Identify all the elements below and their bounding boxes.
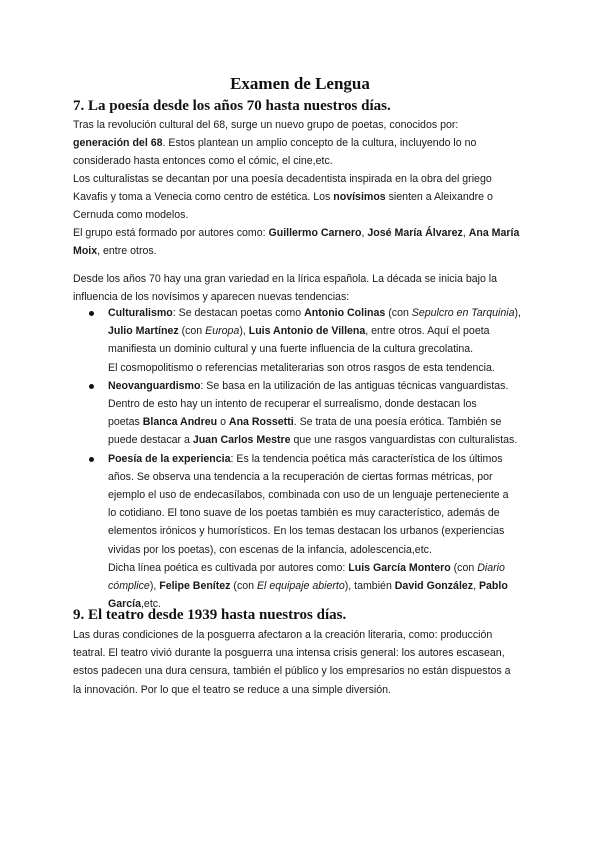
author-name: Luis Antonio de Villena	[248, 325, 366, 338]
author-name: David González	[394, 580, 474, 593]
tendencias-list	[73, 304, 533, 613]
section-heading-poesia: 7. La poesía desde los años 70 hasta nuestros días.	[73, 98, 391, 114]
paragraph-decada-70: Desde los años 70 hay una gran variedad en la lírica española. La década se inicia bajo la influencia de los novísimos y aparecen nuevas tendencias:	[73, 273, 498, 304]
work-title: cómplice	[108, 580, 150, 593]
paragraph-teatro: Las duras condiciones de la posguerra afectaron a la creación literaria, como: producción teatral. El teatro vivió durante la posguerra una intensa crisis general: los autores escasean, estos padecen una dura censura, también el público y los empresarios no están dispuestos a la innovación. Por lo que el teatro se reduce a una simple diversión.	[73, 629, 511, 696]
bold-term: Culturalismo	[108, 307, 173, 319]
bold-term: Poesía de la experiencia	[108, 452, 231, 465]
author-name: José María Álvarez	[367, 227, 463, 239]
list-item-neovanguardismo: Neovanguardismo: Se basa en la utilización de las antiguas técnicas vanguardistas. Dentro de esto hay un intento de recuperar el surrealismo, donde destacan los poetas Blanca Andreu o Ana Rossetti. Se trata de una poesía erótica. También se puede destacar a Juan Carlos Mestre que une rasgos vanguardistas con culturalistas.	[73, 377, 533, 450]
author-name: Juan Carlos Mestre	[192, 434, 291, 447]
author-name: Antonio Colinas	[304, 307, 386, 319]
author-name: Luis García Montero	[348, 561, 451, 574]
author-name: Pablo	[478, 580, 508, 593]
author-name: Blanca Andreu	[142, 416, 218, 429]
work-title: El equipaje abierto	[256, 580, 345, 593]
bold-term: Neovanguardismo	[108, 379, 201, 392]
page-title: Examen de Lengua	[230, 74, 370, 93]
bold-term: novísimos	[333, 191, 386, 204]
paragraph-culturalistas: Los culturalistas se decantan por una poesía decadentista inspirada en la obra del griego Kavafis y toma a Venecia como centro de estética. Los novísimos sienten a Aleixandre o Cernuda como modelos.	[73, 173, 493, 222]
author-name: Felipe Benítez	[159, 580, 231, 593]
bullet-icon	[89, 311, 94, 316]
work-title: Sepulcro en Tarquinia	[411, 307, 515, 319]
work-title: Diario	[477, 561, 505, 574]
list-item-poesia-experiencia: Poesía de la experiencia: Es la tendencia poética más característica de los últimos años. Se observa una tendencia a la recuperación de ciertas formas métricas, por ejemplo el uso de endecasílabos, combinada con uso de un lenguaje perteneciente a lo cotidiano. El tono suave de los poetas también es muy característico, además de elementos irónicos y humorísticos. En los temas destacan los urbanos (experiencias vividas por los poetas), con escenas de la infancia, adolescencia,etc. Dicha línea poética es cultivada por autores como: Luis García Montero (con Diario cómplice), Felipe Benítez (con El equipaje abierto), también David González, Pablo García,etc.	[73, 450, 533, 614]
paragraph-generacion-68: Tras la revolución cultural del 68, surge un nuevo grupo de poetas, conocidos por: generación del 68. Estos plantean un amplio concepto de la cultura, incluyendo lo no considerado hasta entonces como el cómic, el cine,etc.	[73, 119, 477, 168]
author-name: García	[108, 598, 141, 611]
section-heading-teatro: 9. El teatro desde 1939 hasta nuestros días.	[73, 607, 347, 623]
author-name: Julio Martínez	[108, 325, 179, 338]
paragraph-autores: El grupo está formado por autores como: Guillermo Carnero, José María Álvarez, Ana María Moix, entre otros.	[73, 227, 520, 258]
author-name: Ana María	[468, 227, 520, 239]
author-name: Ana Rossetti	[228, 416, 294, 429]
bold-term: generación del 68	[73, 137, 163, 150]
list-item-culturalismo: Culturalismo: Se destacan poetas como Antonio Colinas (con Sepulcro en Tarquinia), Julio Martínez (con Europa), Luis Antonio de Villena, entre otros. Aquí el poeta manifiesta un dominio cultural y una fuerte influencia de la cultura grecolatina. El cosmopolitismo o referencias metaliterarias son otros rasgos de esta tendencia.	[73, 304, 533, 377]
author-name: Guillermo Carnero	[268, 227, 362, 239]
author-name: Moix	[73, 245, 98, 258]
work-title: Europa	[205, 325, 240, 338]
bullet-icon	[89, 457, 94, 462]
bullet-icon	[89, 384, 94, 389]
